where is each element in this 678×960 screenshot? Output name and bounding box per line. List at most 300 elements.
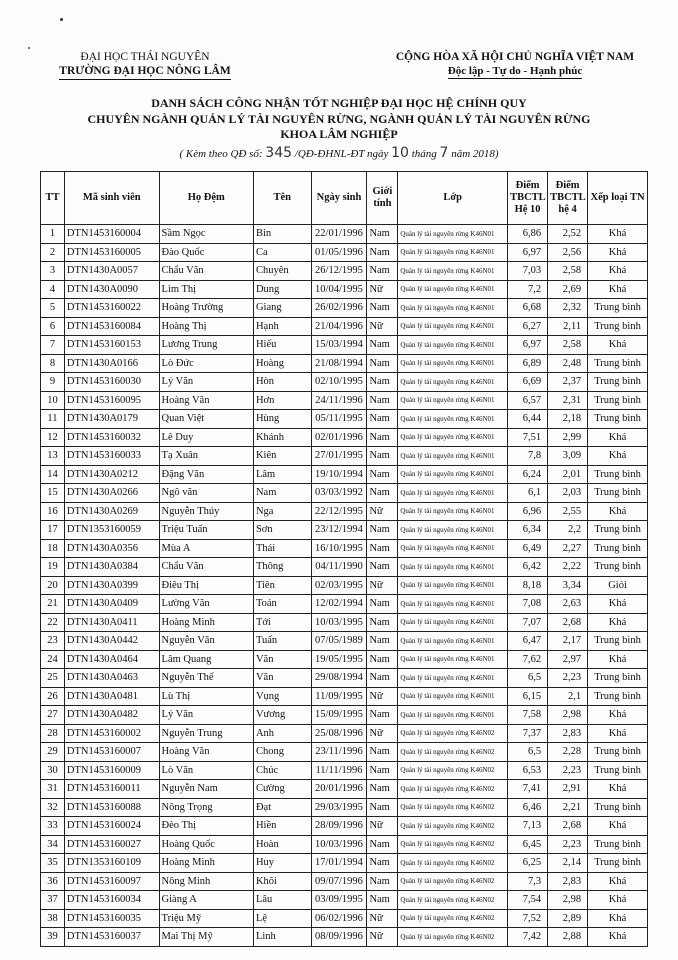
cell-student-id: DTN1430A0269 <box>64 502 159 521</box>
cell-rank: Trung bình <box>588 687 648 706</box>
cell-tt: 13 <box>41 447 65 466</box>
cell-rank: Trung bình <box>588 521 648 540</box>
cell-rank: Trung bình <box>588 798 648 817</box>
cell-surname: Hoàng Văn <box>159 743 253 762</box>
motto: Độc lập - Tự do - Hạnh phúc <box>447 65 583 77</box>
cell-class: Quản lý tài nguyên rừng K46N01 <box>398 650 508 669</box>
table-row <box>41 613 648 632</box>
cell-dob: 02/10/1995 <box>311 373 367 392</box>
cell-gpa4: 2,91 <box>548 780 588 799</box>
col-header-gpa4: Điểm TBCTL hệ 4 <box>548 172 588 225</box>
table-row <box>41 706 648 725</box>
cell-tt: 19 <box>41 558 65 577</box>
cell-surname: Đào Quốc <box>159 243 253 262</box>
cell-gpa4: 2,32 <box>548 299 588 318</box>
cell-gpa10: 7,13 <box>508 817 548 836</box>
table-row <box>41 354 648 373</box>
cell-name: Chong <box>253 743 311 762</box>
cell-tt: 38 <box>41 909 65 928</box>
cell-class: Quản lý tài nguyên rừng K46N01 <box>398 687 508 706</box>
cell-tt: 7 <box>41 336 65 355</box>
cell-class: Quản lý tài nguyên rừng K46N01 <box>398 410 508 429</box>
cell-tt: 14 <box>41 465 65 484</box>
cell-student-id: DTN1453160024 <box>64 817 159 836</box>
table-row <box>41 373 648 392</box>
cell-gpa4: 2,55 <box>548 502 588 521</box>
cell-gender: Nam <box>367 243 398 262</box>
cell-gpa10: 6,68 <box>508 299 548 318</box>
cell-dob: 15/09/1995 <box>311 706 367 725</box>
cell-student-id: DTN1453160002 <box>64 724 159 743</box>
country-name: CỘNG HÒA XÃ HỘI CHỦ NGHĨA VIỆT NAM <box>395 51 635 63</box>
table-row <box>41 410 648 429</box>
cell-class: Quản lý tài nguyên rừng K46N02 <box>398 928 508 947</box>
cell-dob: 25/08/1996 <box>311 724 367 743</box>
cell-rank: Trung bình <box>588 761 648 780</box>
cell-rank: Khá <box>588 280 648 299</box>
cell-tt: 26 <box>41 687 65 706</box>
cell-gender: Nam <box>367 632 398 651</box>
cell-name: Hoàn <box>253 835 311 854</box>
cell-class: Quản lý tài nguyên rừng K46N01 <box>398 262 508 281</box>
cell-class: Quản lý tài nguyên rừng K46N01 <box>398 576 508 595</box>
table-row <box>41 854 648 873</box>
table-row <box>41 502 648 521</box>
cell-name: Hơn <box>253 391 311 410</box>
cell-surname: Triệu Tuấn <box>159 521 253 540</box>
cell-dob: 29/03/1995 <box>311 798 367 817</box>
cell-name: Nga <box>253 502 311 521</box>
cell-rank: Trung bình <box>588 465 648 484</box>
cell-dob: 11/11/1996 <box>311 761 367 780</box>
ref-suffix: năm 2018) <box>451 148 499 160</box>
cell-gpa4: 2,2 <box>548 521 588 540</box>
table-row <box>41 891 648 910</box>
cell-gender: Nam <box>367 225 398 244</box>
cell-gender: Nam <box>367 743 398 762</box>
cell-tt: 31 <box>41 780 65 799</box>
cell-name: Giang <box>253 299 311 318</box>
cell-surname: Chẩu Văn <box>159 262 253 281</box>
cell-dob: 09/07/1996 <box>311 872 367 891</box>
cell-class: Quản lý tài nguyên rừng K46N02 <box>398 798 508 817</box>
cell-gender: Nữ <box>367 817 398 836</box>
ref-prefix: ( Kèm theo QĐ số: <box>179 148 263 160</box>
table-row <box>41 687 648 706</box>
cell-tt: 22 <box>41 613 65 632</box>
cell-surname: Nông Minh <box>159 872 253 891</box>
cell-gender: Nam <box>367 872 398 891</box>
cell-gpa10: 6,45 <box>508 835 548 854</box>
col-header-student-id: Mã sinh viên <box>64 172 159 225</box>
cell-rank: Trung bình <box>588 854 648 873</box>
cell-gpa4: 2,17 <box>548 632 588 651</box>
cell-gpa4: 2,37 <box>548 373 588 392</box>
cell-surname: Tạ Xuân <box>159 447 253 466</box>
cell-tt: 24 <box>41 650 65 669</box>
cell-dob: 29/08/1994 <box>311 669 367 688</box>
cell-rank: Khá <box>588 447 648 466</box>
col-header-gpa10: Điểm TBCTL Hệ 10 <box>508 172 548 225</box>
cell-class: Quản lý tài nguyên rừng K46N01 <box>398 373 508 392</box>
cell-dob: 22/12/1995 <box>311 502 367 521</box>
cell-name: Thái <box>253 539 311 558</box>
col-header-rank: Xếp loại TN <box>588 172 648 225</box>
cell-rank: Khá <box>588 225 648 244</box>
cell-gender: Nữ <box>367 928 398 947</box>
cell-dob: 03/03/1992 <box>311 484 367 503</box>
col-header-dob: Ngày sinh <box>311 172 367 225</box>
ref-mid: /QĐ-ĐHNL-ĐT ngày <box>294 148 389 160</box>
cell-class: Quản lý tài nguyên rừng K46N01 <box>398 595 508 614</box>
cell-tt: 4 <box>41 280 65 299</box>
cell-gpa10: 6,24 <box>508 465 548 484</box>
cell-rank: Khá <box>588 650 648 669</box>
cell-name: Chuyên <box>253 262 311 281</box>
cell-surname: Lù Thị <box>159 687 253 706</box>
cell-student-id: DTN1453160084 <box>64 317 159 336</box>
cell-gpa4: 2,88 <box>548 928 588 947</box>
document-title <box>0 96 678 143</box>
ref-number: 345 <box>265 145 293 161</box>
cell-student-id: DTN1453160009 <box>64 761 159 780</box>
cell-surname: Quan Việt <box>159 410 253 429</box>
cell-gender: Nam <box>367 854 398 873</box>
cell-rank: Khá <box>588 928 648 947</box>
cell-class: Quản lý tài nguyên rừng K46N02 <box>398 743 508 762</box>
cell-surname: Sầm Ngọc <box>159 225 253 244</box>
cell-student-id: DTN1430A0464 <box>64 650 159 669</box>
cell-class: Quản lý tài nguyên rừng K46N01 <box>398 447 508 466</box>
cell-gpa4: 3,34 <box>548 576 588 595</box>
cell-class: Quản lý tài nguyên rừng K46N01 <box>398 391 508 410</box>
cell-student-id: DTN1453160032 <box>64 428 159 447</box>
cell-gender: Nam <box>367 465 398 484</box>
cell-class: Quản lý tài nguyên rừng K46N01 <box>398 299 508 318</box>
cell-name: Hùng <box>253 410 311 429</box>
cell-gender: Nam <box>367 484 398 503</box>
cell-surname: Nông Trọng <box>159 798 253 817</box>
table-row <box>41 872 648 891</box>
cell-name: Hiếu <box>253 336 311 355</box>
cell-surname: Nguyễn Trung <box>159 724 253 743</box>
college-name: TRƯỜNG ĐẠI HỌC NÔNG LÂM <box>59 64 230 80</box>
cell-surname: Hoàng Thị <box>159 317 253 336</box>
cell-surname: Nguyễn Thúy <box>159 502 253 521</box>
cell-name: Toán <box>253 595 311 614</box>
ref-day: 10 <box>391 145 409 161</box>
cell-gpa4: 2,68 <box>548 817 588 836</box>
cell-gpa4: 2,1 <box>548 687 588 706</box>
cell-gpa4: 2,14 <box>548 854 588 873</box>
cell-class: Quản lý tài nguyên rừng K46N01 <box>398 558 508 577</box>
col-header-surname: Họ Đệm <box>159 172 253 225</box>
cell-surname: Đặng Văn <box>159 465 253 484</box>
cell-dob: 10/03/1996 <box>311 835 367 854</box>
cell-student-id: DTN1453160088 <box>64 798 159 817</box>
cell-gpa4: 2,98 <box>548 891 588 910</box>
cell-class: Quản lý tài nguyên rừng K46N01 <box>398 336 508 355</box>
cell-dob: 21/04/1996 <box>311 317 367 336</box>
cell-name: Tuấn <box>253 632 311 651</box>
cell-rank: Trung bình <box>588 484 648 503</box>
cell-dob: 17/01/1994 <box>311 854 367 873</box>
cell-gpa10: 6,5 <box>508 743 548 762</box>
cell-student-id: DTN1430A0442 <box>64 632 159 651</box>
col-header-class: Lớp <box>398 172 508 225</box>
cell-name: Vương <box>253 706 311 725</box>
cell-gpa10: 6,49 <box>508 539 548 558</box>
table-row <box>41 669 648 688</box>
cell-gpa10: 7,54 <box>508 891 548 910</box>
cell-dob: 22/01/1996 <box>311 225 367 244</box>
cell-surname: Lý Văn <box>159 706 253 725</box>
cell-surname: Triệu Mỹ <box>159 909 253 928</box>
cell-gender: Nữ <box>367 502 398 521</box>
title-line-2: CHUYÊN NGÀNH QUẢN LÝ TÀI NGUYÊN RỪNG, NGÀNH QUẢN LÝ TÀI NGUYÊN RỪNG <box>87 111 591 126</box>
table-row <box>41 539 648 558</box>
cell-student-id: DTN1430A0166 <box>64 354 159 373</box>
table-row <box>41 447 648 466</box>
table-row <box>41 243 648 262</box>
cell-gpa10: 6,15 <box>508 687 548 706</box>
cell-tt: 37 <box>41 891 65 910</box>
cell-dob: 12/02/1994 <box>311 595 367 614</box>
cell-tt: 3 <box>41 262 65 281</box>
cell-gpa10: 6,46 <box>508 798 548 817</box>
cell-surname: Giàng A <box>159 891 253 910</box>
cell-name: Ca <box>253 243 311 262</box>
cell-gpa4: 2,83 <box>548 724 588 743</box>
cell-name: Hòn <box>253 373 311 392</box>
cell-tt: 16 <box>41 502 65 521</box>
cell-rank: Khá <box>588 613 648 632</box>
cell-class: Quản lý tài nguyên rừng K46N01 <box>398 632 508 651</box>
cell-dob: 07/05/1989 <box>311 632 367 651</box>
cell-gender: Nam <box>367 780 398 799</box>
cell-gpa10: 7,3 <box>508 872 548 891</box>
cell-surname: Lâm Quang <box>159 650 253 669</box>
cell-gpa4: 2,22 <box>548 558 588 577</box>
cell-class: Quản lý tài nguyên rừng K46N01 <box>398 465 508 484</box>
table-row <box>41 817 648 836</box>
table-row <box>41 558 648 577</box>
cell-student-id: DTN1453160004 <box>64 225 159 244</box>
cell-gender: Nam <box>367 835 398 854</box>
cell-tt: 32 <box>41 798 65 817</box>
cell-student-id: DTN1430A0463 <box>64 669 159 688</box>
cell-student-id: DTN1353160109 <box>64 854 159 873</box>
cell-class: Quản lý tài nguyên rừng K46N01 <box>398 225 508 244</box>
cell-student-id: DTN1453160027 <box>64 835 159 854</box>
cell-gpa10: 7,41 <box>508 780 548 799</box>
cell-name: Hoàng <box>253 354 311 373</box>
cell-student-id: DTN1430A0266 <box>64 484 159 503</box>
cell-gender: Nam <box>367 761 398 780</box>
cell-gender: Nam <box>367 706 398 725</box>
cell-tt: 18 <box>41 539 65 558</box>
cell-name: Linh <box>253 928 311 947</box>
cell-tt: 27 <box>41 706 65 725</box>
cell-surname: Đèo Thị <box>159 817 253 836</box>
cell-tt: 36 <box>41 872 65 891</box>
cell-surname: Chẩu Văn <box>159 558 253 577</box>
cell-class: Quản lý tài nguyên rừng K46N02 <box>398 835 508 854</box>
cell-dob: 24/11/1996 <box>311 391 367 410</box>
cell-name: Sơn <box>253 521 311 540</box>
cell-gpa10: 8,18 <box>508 576 548 595</box>
cell-student-id: DTN1430A0384 <box>64 558 159 577</box>
cell-dob: 21/08/1994 <box>311 354 367 373</box>
cell-dob: 26/02/1996 <box>311 299 367 318</box>
cell-gpa10: 7,03 <box>508 262 548 281</box>
cell-rank: Trung bình <box>588 632 648 651</box>
cell-gpa4: 2,03 <box>548 484 588 503</box>
cell-dob: 28/09/1996 <box>311 817 367 836</box>
cell-rank: Trung bình <box>588 391 648 410</box>
cell-name: Tới <box>253 613 311 632</box>
col-header-gender: Giới tính <box>367 172 398 225</box>
cell-gpa4: 2,27 <box>548 539 588 558</box>
cell-surname: Lò Đức <box>159 354 253 373</box>
cell-student-id: DTN1453160011 <box>64 780 159 799</box>
cell-gpa10: 7,8 <box>508 447 548 466</box>
cell-dob: 11/09/1995 <box>311 687 367 706</box>
cell-gpa4: 2,56 <box>548 243 588 262</box>
cell-rank: Khá <box>588 243 648 262</box>
cell-surname: Hoàng Minh <box>159 854 253 873</box>
col-header-name: Tên <box>253 172 311 225</box>
cell-rank: Khá <box>588 706 648 725</box>
cell-tt: 21 <box>41 595 65 614</box>
cell-gpa10: 6,44 <box>508 410 548 429</box>
cell-surname: Lương Trung <box>159 336 253 355</box>
cell-tt: 2 <box>41 243 65 262</box>
cell-name: Khánh <box>253 428 311 447</box>
table-header-row <box>41 172 648 225</box>
cell-gender: Nam <box>367 613 398 632</box>
cell-tt: 1 <box>41 225 65 244</box>
cell-tt: 5 <box>41 299 65 318</box>
cell-gpa10: 7,62 <box>508 650 548 669</box>
cell-rank: Trung bình <box>588 743 648 762</box>
cell-student-id: DTN1453160037 <box>64 928 159 947</box>
cell-gpa10: 6,96 <box>508 502 548 521</box>
cell-student-id: DTN1430A0179 <box>64 410 159 429</box>
cell-gpa4: 2,23 <box>548 835 588 854</box>
cell-gpa4: 2,23 <box>548 761 588 780</box>
cell-gender: Nam <box>367 521 398 540</box>
title-line-1: DANH SÁCH CÔNG NHẬN TỐT NGHIỆP ĐẠI HỌC HỆ CHÍNH QUY <box>151 96 527 110</box>
cell-rank: Trung bình <box>588 558 648 577</box>
cell-name: Hiền <box>253 817 311 836</box>
decision-reference <box>0 145 678 161</box>
cell-gender: Nữ <box>367 724 398 743</box>
cell-gpa10: 7,58 <box>508 706 548 725</box>
cell-gender: Nam <box>367 299 398 318</box>
cell-class: Quản lý tài nguyên rừng K46N02 <box>398 761 508 780</box>
cell-gpa10: 7,42 <box>508 928 548 947</box>
table-row <box>41 465 648 484</box>
cell-dob: 20/01/1996 <box>311 780 367 799</box>
cell-student-id: DTN1430A0399 <box>64 576 159 595</box>
cell-tt: 20 <box>41 576 65 595</box>
cell-gpa4: 2,58 <box>548 262 588 281</box>
cell-gpa4: 2,52 <box>548 225 588 244</box>
cell-rank: Khá <box>588 595 648 614</box>
cell-student-id: DTN1453160095 <box>64 391 159 410</box>
cell-class: Quản lý tài nguyên rừng K46N01 <box>398 484 508 503</box>
cell-rank: Khá <box>588 872 648 891</box>
table-row <box>41 299 648 318</box>
cell-gender: Nam <box>367 558 398 577</box>
cell-class: Quản lý tài nguyên rừng K46N02 <box>398 872 508 891</box>
cell-dob: 04/11/1990 <box>311 558 367 577</box>
cell-name: Nam <box>253 484 311 503</box>
cell-gpa10: 6,86 <box>508 225 548 244</box>
cell-name: Huy <box>253 854 311 873</box>
cell-class: Quản lý tài nguyên rừng K46N02 <box>398 891 508 910</box>
cell-class: Quản lý tài nguyên rừng K46N02 <box>398 854 508 873</box>
cell-gpa10: 6,25 <box>508 854 548 873</box>
cell-tt: 8 <box>41 354 65 373</box>
cell-gender: Nam <box>367 262 398 281</box>
cell-name: Lâu <box>253 891 311 910</box>
cell-dob: 26/12/1995 <box>311 262 367 281</box>
table-row <box>41 632 648 651</box>
cell-surname: Mùa A <box>159 539 253 558</box>
cell-student-id: DTN1430A0481 <box>64 687 159 706</box>
cell-tt: 11 <box>41 410 65 429</box>
cell-class: Quản lý tài nguyên rừng K46N01 <box>398 669 508 688</box>
cell-student-id: DTN1453160033 <box>64 447 159 466</box>
cell-name: Anh <box>253 724 311 743</box>
cell-gender: Nam <box>367 354 398 373</box>
table-row <box>41 576 648 595</box>
cell-dob: 05/11/1995 <box>311 410 367 429</box>
cell-tt: 25 <box>41 669 65 688</box>
cell-student-id: DTN1453160030 <box>64 373 159 392</box>
table-row <box>41 595 648 614</box>
cell-gpa4: 2,01 <box>548 465 588 484</box>
cell-gender: Nam <box>367 891 398 910</box>
table-row <box>41 262 648 281</box>
cell-rank: Trung bình <box>588 410 648 429</box>
cell-rank: Trung bình <box>588 373 648 392</box>
cell-rank: Khá <box>588 817 648 836</box>
cell-name: Lâm <box>253 465 311 484</box>
cell-rank: Khá <box>588 891 648 910</box>
cell-gender: Nam <box>367 595 398 614</box>
cell-gender: Nam <box>367 798 398 817</box>
cell-tt: 34 <box>41 835 65 854</box>
cell-gender: Nam <box>367 410 398 429</box>
cell-rank: Khá <box>588 724 648 743</box>
cell-student-id: DTN1353160059 <box>64 521 159 540</box>
table-body <box>41 225 648 947</box>
cell-gender: Nam <box>367 336 398 355</box>
table-row <box>41 928 648 947</box>
cell-tt: 33 <box>41 817 65 836</box>
cell-surname: Lê Duy <box>159 428 253 447</box>
cell-rank: Trung bình <box>588 835 648 854</box>
cell-surname: Hoàng Minh <box>159 613 253 632</box>
cell-dob: 01/05/1996 <box>311 243 367 262</box>
cell-student-id: DTN1453160022 <box>64 299 159 318</box>
cell-name: Hạnh <box>253 317 311 336</box>
cell-gpa4: 3,09 <box>548 447 588 466</box>
cell-dob: 08/09/1996 <box>311 928 367 947</box>
